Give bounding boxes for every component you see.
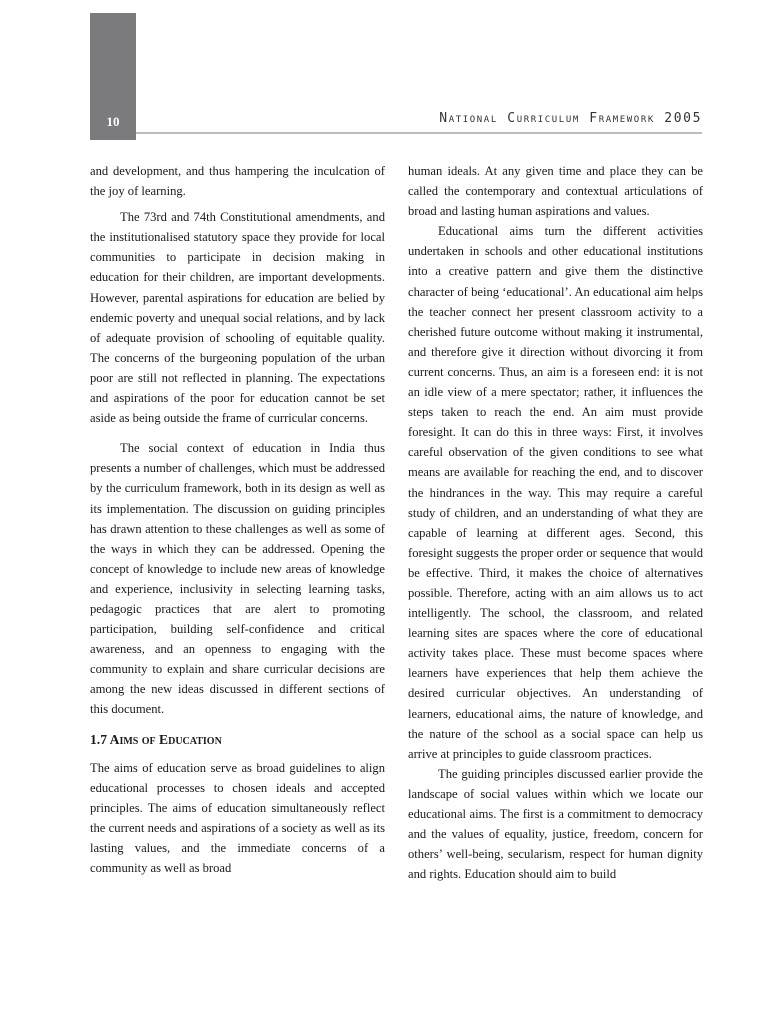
right-column [408,161,703,884]
page-number-tab [90,13,136,140]
section-heading: 1.7 Aims of Education [90,731,222,747]
paragraph: The guiding principles discussed earlier provide the landscape of social values within which we locate our educational aims. The first is a commitment to democracy and the values of equality, justice, freedom, concern for others’ well-being, secularism, respect for human dignity and rights. Education should aim to build [408,766,703,882]
paragraph: and development, and thus hampering the inculcation of the joy of learning. [90,164,385,199]
page-number: 10 [106,114,120,129]
paragraph: The 73rd and 74th Constitutional amendments, and the institutionalised statutory space they provide for local communities to participate in decision making in education for their children, are important developments. However, parental aspirations for education are belied by endemic poverty and unequal social relations, and by lack of adequate provision of schooling of equitable quality. The concerns of the burgeoning population of the urban poor are still not reflected in planning. The expectations and aspirations of the poor for education cannot be set aside as being outside the frame of curricular concerns. [90,210,385,426]
paragraph: Educational aims turn the different activities undertaken in schools and other educational institutions into a creative pattern and give them the distinctive character of being ‘educational’. An educational aim helps the teacher connect her present classroom activity to a cherished future outcome without making it instrumental, and therefore give it direction without divorcing it from current concerns. Thus, an aim is a foreseen end: it is not an idle view of a mere spectator; rather, it influences the steps taken to reach the end. An aim must provide foresight. It can do this in three ways: First, it involves careful observation of the given conditions to see what means are available for reaching the end, and to discover the hindrances in the way. This may require a careful study of children, and an understanding of what they are capable of learning at different ages. Second, this foresight suggests the proper order or sequence that would be effective. Third, it makes the choice of alternatives possible. Therefore, acting with an aim allows us to act intelligently. The school, the classroom, and related learning sites are spaces where the core of educational activity takes place. These must become spaces where learners have experiences that help them achieve the desired curricular objectives. An understanding of learners, educational aims, the nature of knowledge, and the nature of the school as a social space can help us arrive at principles to guide classroom practices. [408,224,703,761]
paragraph: human ideals. At any given time and place they can be called the contemporary and contextual articulations of broad and lasting human aspirations and values. [408,164,703,219]
header-rule [136,132,702,134]
left-column [90,161,385,888]
paragraph: The social context of education in India thus presents a number of challenges, which must be addressed by the curriculum framework, both in its design as well as its implementation. The discussion on guiding principles has drawn attention to these challenges as well as some of the ways in which they can be addressed. Opening the concept of knowledge to include new areas of knowledge and experience, inclusivity in selecting learning tasks, pedagogic practices that are alert to promoting participation, building self-confidence and critical awareness, and an openness to engaging with the community to explain and share curricular decisions are among the new ideas discussed in different sections of this document. [90,441,385,717]
running-title: National Curriculum Framework 2005 [439,111,702,126]
paragraph: The aims of education serve as broad guidelines to align educational processes to chosen ideals and accepted principles. The aims of education simultaneously reflect the current needs and aspirations of a society as well as its lasting values, and the immediate concerns of a community as well as broad [90,760,385,875]
